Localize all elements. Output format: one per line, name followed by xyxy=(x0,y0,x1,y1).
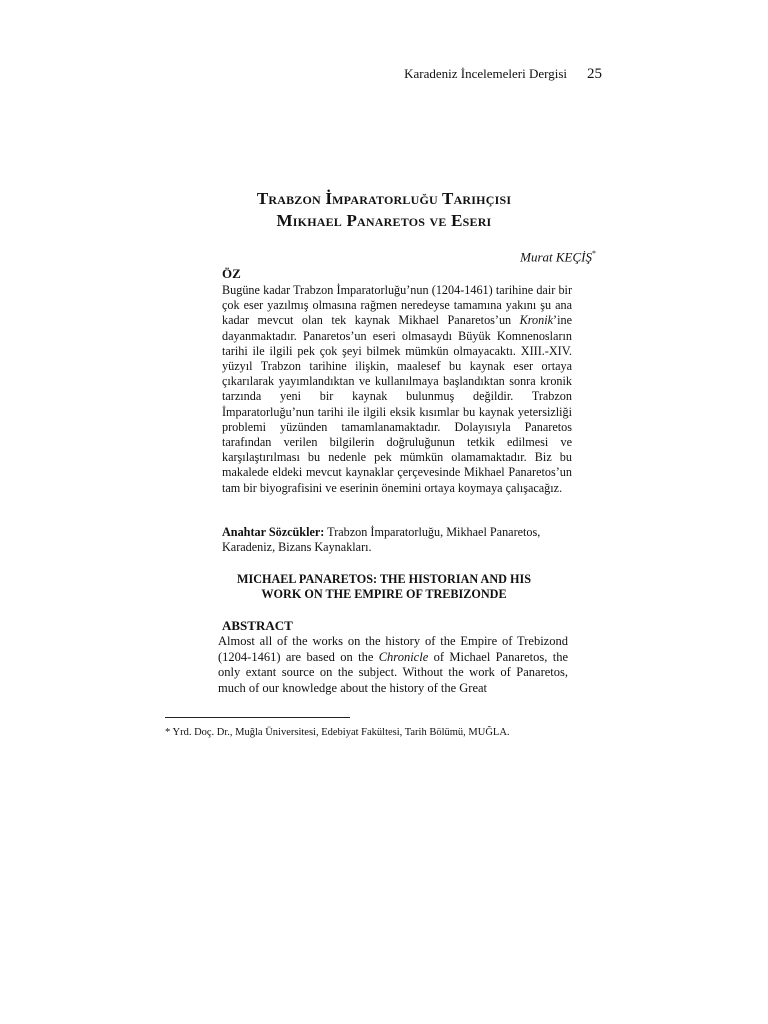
abstract-paragraph xyxy=(218,634,568,697)
keywords-label: Anahtar Sözcükler: xyxy=(222,525,325,539)
oz-heading: ÖZ xyxy=(222,266,241,281)
footnote-divider xyxy=(165,717,350,718)
abstract-heading: ABSTRACT xyxy=(222,618,293,633)
author-footnote-mark: * xyxy=(592,249,596,258)
page-number: 25 xyxy=(587,66,602,82)
oz-text-part2: ’ine dayanmaktadır. Panaretos’un eseri olmasaydı Büyük Komnenosların tarihi ile ilgili pek çok şeyi bilmek mümkün olmayacaktı. XIII.-XIV. yüzyıl Trabzon tarihine ilişkin, maalesef bu kaynak eser ortaya çıkarılarak yayımlandıktan ve kullanılmaya başlandıktan sonra kronik tarzında yeni bir kaynak bulunmuş değildir. Trabzon İmparatorluğu’nun tarihi ile ilgili eksik kısımlar bu kaynak yetersizliği problemi yüzünden tamamlanamaktadır. Dolayısıyla Panaretos tarafından verilen bilgilerin doğruluğunun tetkik edilmesi ve karşılaştırılması bu nedenle pek mümkün olamamaktadır. Biz bu makalede eldeki mevcut kaynaklar çerçevesinde Mikhael Panaretos’un tam bir biyografisini ve eserinin önemini ortaya koymaya çalışacağız. xyxy=(222,313,572,495)
oz-text-part1: Bugüne kadar Trabzon İmparatorluğu’nun (1204-1461) tarihine dair bir çok eser yazılmış olmasına rağmen neredeyse tamamına yakını şu ana kadar mevcut olan tek kaynak Mikhael Panaretos’un xyxy=(222,283,572,328)
author-byline xyxy=(520,249,596,265)
abstract-text-part1: Almost all of the works on the history of the Empire of Trebizond (1204-1461) are based on the xyxy=(218,634,568,664)
article-title xyxy=(0,188,768,232)
footnote: * Yrd. Doç. Dr., Muğla Üniversitesi, Edebiyat Fakültesi, Tarih Bölümü, MUĞLA. xyxy=(165,727,510,738)
keywords-text: Trabzon İmparatorluğu, Mikhael Panaretos, Karadeniz, Bizans Kaynakları. xyxy=(222,525,541,555)
abstract-text-part2: of Michael Panaretos, the only extant source on the subject. Without the work of Panaretos, much of our knowledge about the history of the Great xyxy=(218,649,568,696)
oz-paragraph xyxy=(222,283,572,496)
english-title xyxy=(0,572,768,602)
journal-name: Karadeniz İncelemeleri Dergisi xyxy=(404,66,567,81)
running-header xyxy=(404,66,602,83)
english-title-line-2: WORK ON THE EMPIRE OF TREBIZONDE xyxy=(261,587,507,601)
keywords xyxy=(222,525,572,555)
title-line-1: Trabzon İmparatorluğu Tarihçisi xyxy=(256,189,512,208)
english-title-line-1: MICHAEL PANARETOS: THE HISTORIAN AND HIS xyxy=(236,572,532,586)
oz-text-italic: Kronik xyxy=(519,313,554,328)
title-line-2: Mikhael Panaretos ve Eseri xyxy=(276,211,492,230)
abstract-text-italic: Chronicle xyxy=(378,649,429,664)
author-name: Murat KEÇİŞ xyxy=(520,249,592,265)
